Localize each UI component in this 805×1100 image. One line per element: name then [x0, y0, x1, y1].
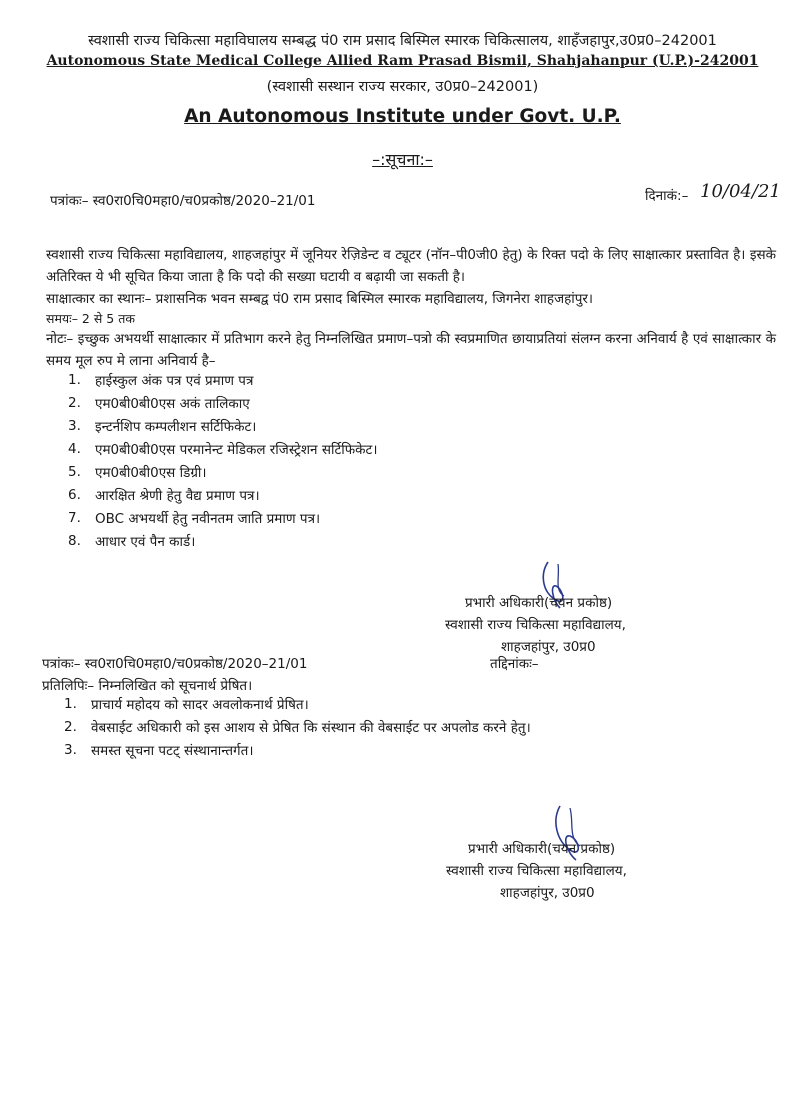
copy-list	[64, 692, 531, 761]
list-item: 3. समस्त सूचना पटट् संस्थानान्तर्गत।	[64, 741, 254, 759]
list-item: 1. हाईस्कुल अंक पत्र एवं प्रमाण पत्र	[68, 371, 254, 389]
date-value: 10/04/21	[700, 181, 781, 202]
signatory-block-2	[446, 838, 627, 904]
copy-reference: पत्रांकः– स्व0रा0चि0महा0/च0प्रकोष्ठ/2020–21/01	[42, 656, 308, 672]
copy-date-label: तद्दिनांकः–	[490, 656, 539, 672]
reference-label: पत्रांकः–	[50, 193, 89, 209]
list-item: 2. एम0बी0बी0एस अकं तालिकाए	[68, 394, 250, 412]
header-hindi-title: स्वशासी राज्य चिकित्सा महाविघालय सम्बद्ध पं0 राम प्रसाद बिस्मिल स्मारक चिकित्सालय, शाहँजहापुर,उ0प्र0–242001	[88, 33, 717, 49]
header-subtitle: (स्वशासी सस्थान राज्य सरकार, उ0प्र0–242001)	[266, 79, 539, 95]
header-english-title: Autonomous State Medical College Allied Ram Prasad Bismil, Shahjahanpur (U.P.)-242001	[46, 53, 759, 69]
list-item: 3. इन्टर्नशिप कम्पलीशन सर्टिफिकेट।	[68, 417, 257, 435]
venue-line: साक्षात्कार का स्थानः– प्रशासनिक भवन सम्बद्व पं0 राम प्रसाद बिस्मिल स्मारक महाविद्यालय, जिगनेरा शाहजहांपुर।	[46, 291, 594, 307]
notice-title: –:सूचना:–	[372, 150, 433, 169]
reference-number: स्व0रा0चि0महा0/च0प्रकोष्ठ/2020–21/01	[92, 193, 316, 209]
signatory-block-1	[445, 592, 626, 658]
signatory-institution: स्वशासी राज्य चिकित्सा महाविद्यालय,	[445, 617, 626, 633]
list-item: 2. वेबसाईट अधिकारी को इस आशय से प्रेषित कि संस्थान की वेबसाईट पर अपलोड करने हेतु।	[64, 718, 531, 736]
intro-paragraph: स्वशासी राज्य चिकित्सा महाविद्यालय, शाहजहांपुर में जूनियर रेज़िडेन्ट व ट्यूटर (नॉन–पी0जी0 हेतु) के रिक्त पदो के लिए साक्षात्कार प्रस्तावित है। इसके अतिरिक्त ये भी सूचित किया जाता है कि पदो की सख्या घटायी व बढ़ायी जा सकती है।	[46, 247, 776, 285]
reference-line	[50, 191, 315, 209]
signatory-title: प्रभारी अधिकारी(चयन प्रकोष्ठ)	[465, 595, 613, 611]
list-item: 5. एम0बी0बी0एस डिग्री।	[68, 463, 207, 481]
note-paragraph: नोटः– इच्छुक अभयर्थी साक्षात्कार में प्रतिभाग करने हेतु निम्नलिखित प्रमाण–पत्रो की स्वप्रमाणित छायाप्रतियां संलग्न करना अनिवार्य है एवं साक्षात्कार के समय मूल रुप मे लाना अनिवार्य है–	[46, 331, 776, 369]
list-item: 1. प्राचार्य महोदय को सादर अवलोकनार्थ प्रेषित।	[64, 695, 309, 713]
signatory-institution: स्वशासी राज्य चिकित्सा महाविद्यालय,	[446, 863, 627, 879]
signatory-title: प्रभारी अधिकारी(चयन प्रकोष्ठ)	[468, 841, 616, 857]
header-institute-line: An Autonomous Institute under Govt. U.P.	[184, 106, 621, 127]
list-item: 6. आरक्षित श्रेणी हेतु वैद्य प्रमाण पत्र।	[68, 486, 260, 504]
list-item: 4. एम0बी0बी0एस परमानेन्ट मेडिकल रजिस्ट्रेशन सर्टिफिकेट।	[68, 440, 378, 458]
signatory-location: शाहजहांपुर, उ0प्र0	[500, 885, 595, 901]
documents-list	[68, 368, 377, 552]
time-line: समयः– 2 से 5 तक	[46, 311, 135, 326]
date-label: दिनाकं:–	[645, 188, 689, 204]
copy-intro: प्रतिलिपिः– निम्नलिखित को सूचनार्थ प्रेषित।	[42, 678, 253, 694]
signatory-location: शाहजहांपुर, उ0प्र0	[501, 639, 596, 655]
list-item: 7. OBC अभयर्थी हेतु नवीनतम जाति प्रमाण पत्र।	[68, 509, 321, 527]
list-item: 8. आधार एवं पैन कार्ड।	[68, 532, 196, 550]
